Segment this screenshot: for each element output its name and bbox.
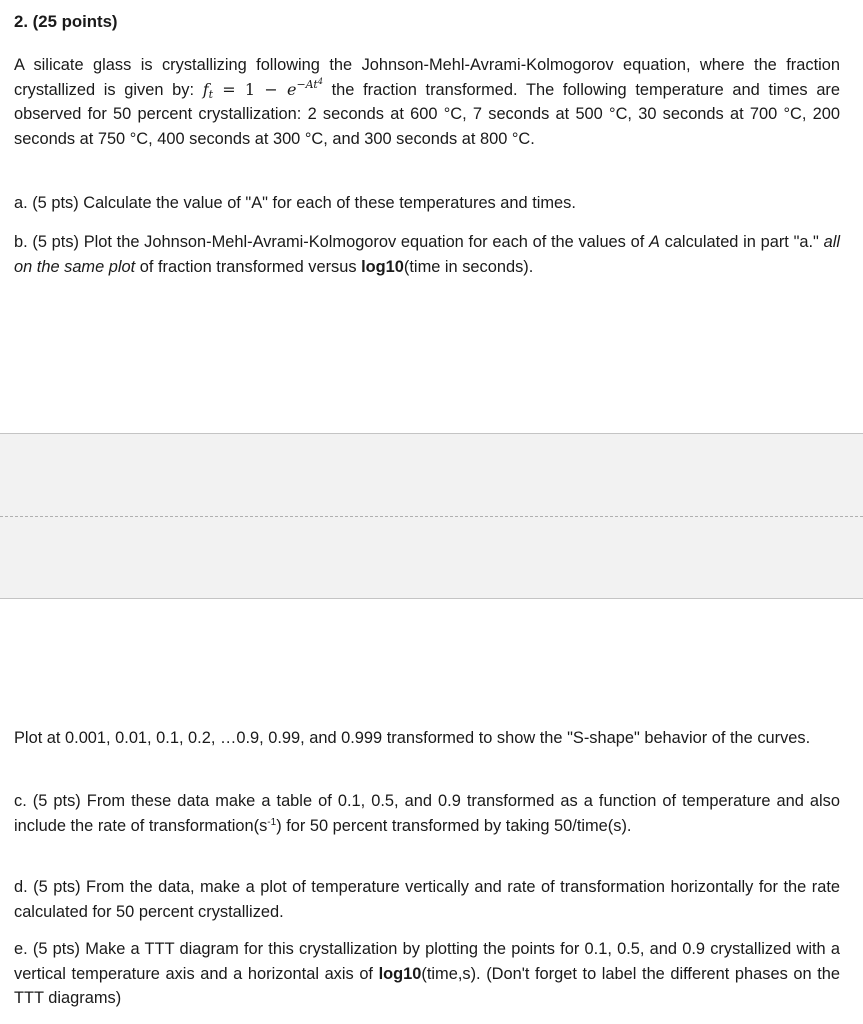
part-b-log10: log10 bbox=[361, 257, 404, 276]
part-c-text-1: c. (5 pts) From these data make a table of 0.1, 0.5, and 0.9 transformed as a function of temperature and also include the rate of transformation(s bbox=[14, 792, 840, 835]
part-e-paragraph bbox=[14, 937, 840, 1011]
part-b-text-2: calculated in part "a." bbox=[659, 233, 824, 251]
part-a-text: a. (5 pts) Calculate the value of "A" for each of these temperatures and times. bbox=[14, 194, 576, 212]
part-b-text-1: b. (5 pts) Plot the Johnson-Mehl-Avrami-Kolmogorov equation for each of the values of bbox=[14, 233, 649, 251]
intro-text-2: the fraction transformed. The following temperature and times are observed for 50 percent crystallization: 2 seconds at 600 °C, 7 seconds at 500 °C, 30 seconds at 700 °C, 200 seconds at 750 °C, 400 seconds at 300 °C, and 300 seconds at 800 °C. bbox=[14, 80, 841, 148]
formula-exponent-power: 4 bbox=[317, 76, 323, 86]
formula-equals: = 1 − bbox=[213, 79, 287, 99]
part-b-variable-a: A bbox=[648, 233, 660, 251]
part-e-text-1: e. (5 pts) Make a TTT diagram for this crystallization by plotting the points for 0.1, 0.5, and 0.9 crystallized with a vertical temperature axis and a horizontal axis of bbox=[14, 940, 840, 983]
question-title: 2. (25 points) bbox=[14, 12, 118, 31]
answer-area-band bbox=[0, 433, 863, 599]
part-e-log10: log10 bbox=[378, 964, 422, 983]
part-c-superscript: -1 bbox=[267, 816, 277, 828]
dashed-divider bbox=[0, 516, 863, 517]
part-b-emphasis: all on the same plot bbox=[14, 233, 840, 276]
part-c-text-2: ) for 50 percent transformed by taking 50/time(s). bbox=[276, 816, 632, 835]
intro-paragraph bbox=[14, 53, 840, 151]
part-e-text-2: (time,s). (Don't forget to label the different phases on the TTT diagrams) bbox=[14, 964, 840, 1007]
part-b-paragraph bbox=[14, 230, 840, 279]
formula-f: f bbox=[202, 79, 209, 99]
formula-f-subscript: t bbox=[208, 87, 214, 101]
part-b-text-4: (time in seconds). bbox=[403, 257, 534, 276]
formula-exponent bbox=[296, 78, 322, 91]
formula-e: e bbox=[286, 79, 297, 99]
formula-exponent-text: −At bbox=[296, 77, 318, 91]
plot-instruction-text: Plot at 0.001, 0.01, 0.1, 0.2, …0.9, 0.99, and 0.999 transformed to show the "S-shape" behavior of the curves. bbox=[14, 729, 811, 747]
intro-text-1: A silicate glass is crystallizing following the Johnson-Mehl-Avrami-Kolmogorov equation, where the fraction crystallized is given by: bbox=[14, 56, 840, 99]
part-c-paragraph bbox=[14, 789, 840, 838]
part-d-text: d. (5 pts) From the data, make a plot of temperature vertically and rate of transformation horizontally for the rate calculated for 50 percent crystallized. bbox=[14, 878, 840, 921]
part-b-text-3: of fraction transformed versus bbox=[135, 257, 362, 276]
avrami-formula bbox=[202, 76, 323, 101]
